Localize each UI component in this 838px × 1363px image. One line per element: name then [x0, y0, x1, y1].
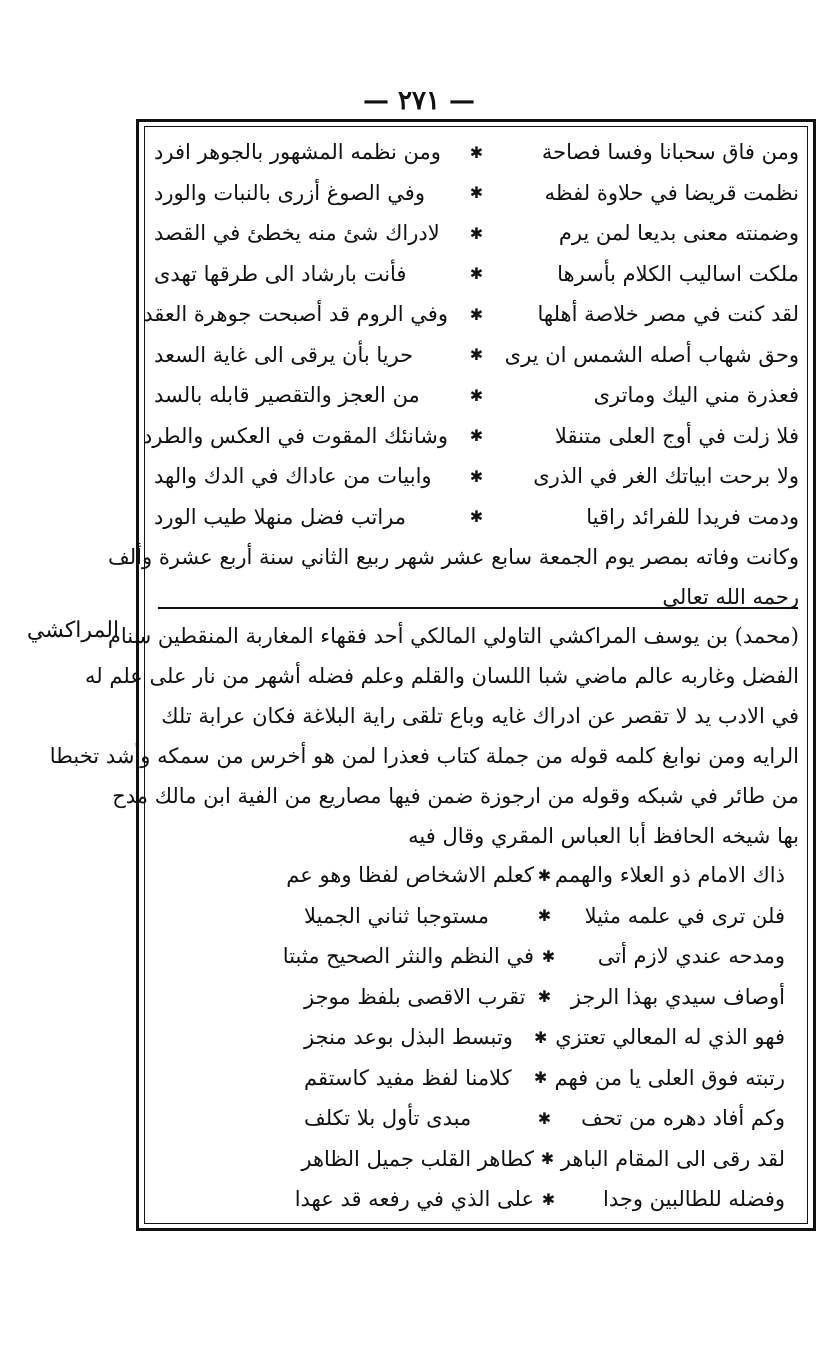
verse-first-hemistich: وفضله للطالبين وجدا [603, 1187, 785, 1212]
prose-line: (محمد) بن يوسف المراكشي التاولي المالكي أحد فقهاء المغاربة المنقطين سنام [107, 624, 799, 648]
verse-second-hemistich: تقرب الاقصى بلفظ موجز [303, 984, 526, 1009]
poem-b-verse [154, 896, 799, 937]
section-divider [158, 607, 798, 609]
verse-first-hemistich: نظمت قريضا في حلاوة لفظه [544, 180, 799, 205]
page-number: — ٢٧١ — [362, 86, 476, 116]
verse-second-hemistich: وشانئك المقوت في العكس والطرد [142, 423, 448, 448]
verse-second-hemistich: فأنت بارشاد الى طرقها تهدى [154, 261, 407, 286]
verse-separator-icon: ✱ [469, 507, 484, 527]
verse-separator-icon: ✱ [533, 1068, 548, 1088]
verse-separator-icon: ✱ [537, 1108, 552, 1128]
verse-first-hemistich: ودمت فريدا للفرائد راقيا [586, 504, 799, 529]
verse-second-hemistich: وابيات من عاداك في الدك والهد [154, 464, 432, 489]
verse-first-hemistich: وحق شهاب أصله الشمس ان يرى [504, 342, 799, 367]
verse-first-hemistich: فهو الذي له المعالي تعتزي [555, 1025, 785, 1050]
verse-second-hemistich: في النظم والنثر الصحيح مثبتا [282, 944, 534, 969]
verse-first-hemistich: لقد كنت في مصر خلاصة أهلها [537, 302, 799, 327]
verse-separator-icon: ✱ [469, 426, 484, 446]
poem-a-verse [154, 456, 799, 497]
verse-separator-icon: ✱ [469, 223, 484, 243]
verse-separator-icon: ✱ [541, 1189, 556, 1209]
verse-separator-icon: ✱ [541, 946, 556, 966]
verse-first-hemistich: فلن ترى في علمه مثيلا [584, 903, 785, 928]
verse-separator-icon: ✱ [469, 142, 484, 162]
verse-first-hemistich: وضمنته معنى بديعا لمن يرم [558, 221, 799, 246]
biography-entry [49, 616, 799, 856]
verse-first-hemistich: فلا زلت في أوج العلى متنقلا [554, 423, 799, 448]
verse-second-hemistich: وتبسط البذل بوعد منجز [304, 1025, 513, 1050]
verse-first-hemistich: رتبته فوق العلى يا من فهم [554, 1065, 785, 1090]
verse-second-hemistich: من العجز والتقصير قابله بالسد [154, 383, 420, 408]
verse-second-hemistich: وفي الصوغ أزرى بالنبات والورد [154, 180, 425, 205]
verse-separator-icon: ✱ [469, 385, 484, 405]
verse-separator-icon: ✱ [537, 906, 552, 926]
prose-line: بها شيخه الحافظ أبا العباس المقري وقال فيه [408, 824, 799, 848]
verse-second-hemistich: لادراك شئ منه يخطئ في القصد [154, 221, 440, 246]
verse-first-hemistich: ملكت اساليب الكلام بأسرها [557, 261, 799, 286]
poem-b-verse [154, 936, 799, 977]
poem-b-verse [154, 1098, 799, 1139]
poem-a-verse [154, 132, 799, 173]
prose-line: من طائر في شبكه وقوله من ارجوزة ضمن فيها مصاريع من الفية ابن مالك مدح [112, 784, 799, 808]
verse-separator-icon: ✱ [469, 304, 484, 324]
verse-first-hemistich: ومن فاق سحبانا وفسا فصاحة [541, 140, 799, 165]
verse-first-hemistich: لقد رقى الى المقام الباهر [560, 1146, 785, 1171]
poem-a-verse [154, 335, 799, 376]
verse-separator-icon: ✱ [537, 987, 552, 1007]
verse-second-hemistich: مراتب فضل منهلا طيب الورد [154, 504, 407, 529]
verse-first-hemistich: أوصاف سيدي بهذا الرجز [570, 984, 785, 1009]
verse-first-hemistich: ذاك الامام ذو العلاء والهمم [554, 863, 785, 888]
verse-separator-icon: ✱ [469, 183, 484, 203]
verse-separator-icon: ✱ [469, 345, 484, 365]
poem-b-verse [154, 855, 799, 896]
verse-second-hemistich: كطاهر القلب جميل الظاهر [301, 1146, 534, 1171]
verse-separator-icon: ✱ [537, 865, 552, 885]
verse-separator-icon: ✱ [469, 264, 484, 284]
verse-first-hemistich: ولا برحت ابياتك الغر في الذرى [533, 464, 799, 489]
poem-a-verse [154, 173, 799, 214]
verse-first-hemistich: فعذرة مني اليك وماترى [593, 383, 799, 408]
poem-b-verse [154, 977, 799, 1018]
poem-a-verse [154, 375, 799, 416]
poem-a-verse [154, 213, 799, 254]
poem-b-verse [154, 1017, 799, 1058]
margin-note: المراكشي [26, 618, 120, 643]
prose-line: وكانت وفاته بمصر يوم الجمعة سابع عشر شهر ربيع الثاني سنة أربع عشرة وألف [108, 545, 799, 569]
verse-second-hemistich: وفي الروم قد أصبحت جوهرة العقد [143, 302, 448, 327]
verse-second-hemistich: على الذي في رفعه قد عهدا [294, 1187, 534, 1212]
prose-line: الرايه ومن نوابغ كلمه قوله من جملة كتاب فعذرا لمن هو أخرس من سمكه وأشد تخبطا [49, 744, 799, 768]
poem-a-verse [142, 416, 799, 457]
verse-second-hemistich: حريا بأن يرقى الى غاية السعد [154, 342, 414, 367]
verse-first-hemistich: وكم أفاد دهره من تحف [581, 1106, 785, 1131]
verse-second-hemistich: مبدى تأول بلا تكلف [303, 1106, 472, 1131]
prose-line: في الادب يد لا تقصر عن ادراك غايه وباع تلقى راية البلاغة فكان عرابة تلك [161, 704, 799, 728]
poem-b-verse [154, 1179, 799, 1220]
verse-second-hemistich: كعلم الاشخاص لفظا وهو عم [286, 863, 534, 888]
verse-second-hemistich: ومن نظمه المشهور بالجوهر افرد [154, 140, 441, 165]
prose-line: الفضل وغاربه عالم ماضي شبا اللسان والقلم وعلم فضله أشهر من نار على علم له [85, 664, 799, 688]
poem-a-verse [154, 254, 799, 295]
poem-b-verse [154, 1139, 799, 1180]
poem-b-verse [154, 1058, 799, 1099]
verse-first-hemistich: ومدحه عندي لازم أتى [597, 944, 785, 969]
poem-a-verse [154, 497, 799, 538]
poem-a-verse [143, 294, 799, 335]
verse-separator-icon: ✱ [469, 466, 484, 486]
verse-second-hemistich: مستوجبا ثناني الجميلا [303, 903, 489, 928]
poem-b [154, 855, 799, 1220]
verse-second-hemistich: كلامنا لفظ مفيد كاستقم [304, 1065, 512, 1090]
prose-line: رحمه الله تعالى [662, 585, 799, 609]
verse-separator-icon: ✱ [534, 1027, 548, 1047]
poem-a [108, 132, 799, 617]
verse-separator-icon: ✱ [540, 1149, 555, 1169]
